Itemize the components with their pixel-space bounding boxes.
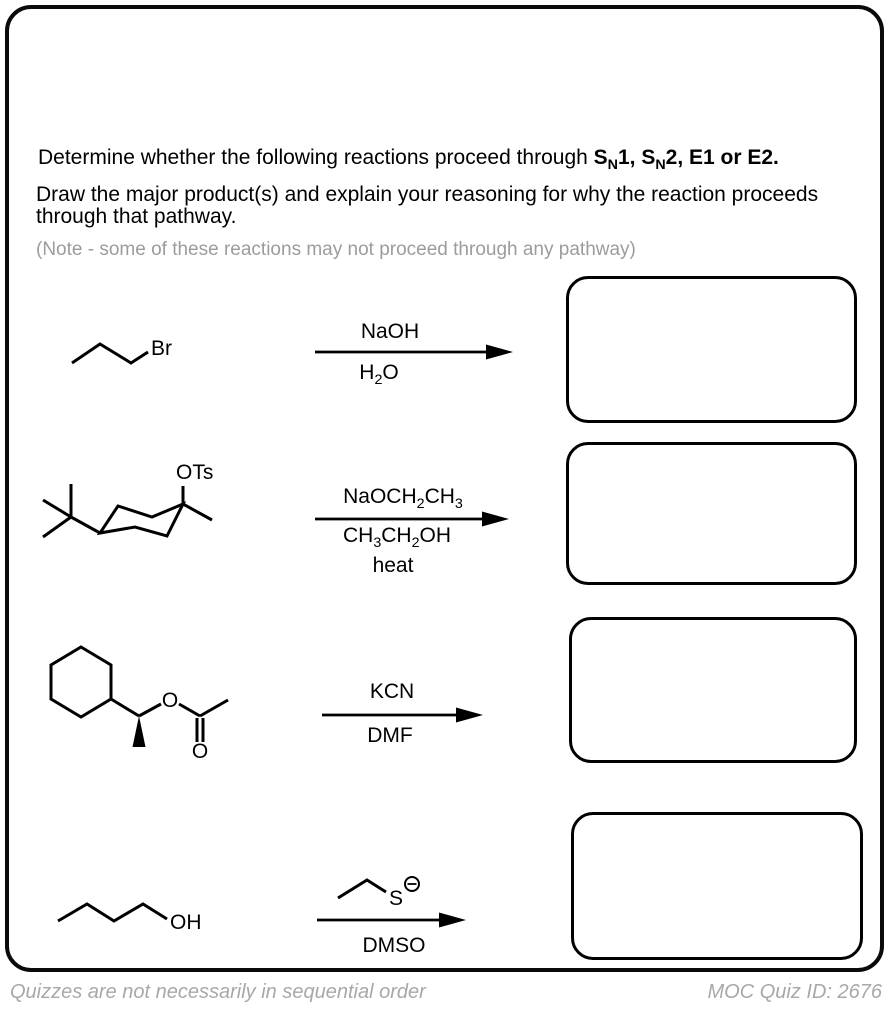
reagent-water-label: $H_2O$ (359, 361, 399, 389)
tbutyl-methyl-left-down (43, 517, 71, 537)
arrow-head (456, 708, 483, 723)
reagent-sodium-ethoxide-label: $NaOCH_2CH_3$ (343, 485, 463, 513)
reagent-naoh-label: NaOH (360, 320, 420, 343)
arrow-head (439, 913, 466, 928)
note-line: (Note - some of these reactions may not proceed through any pathway) (36, 239, 636, 260)
oxygen-to-carbonyl-bond (179, 704, 200, 716)
propyl-chain-bonds (72, 344, 148, 363)
arrow-head (486, 345, 513, 360)
cyclohexane-chair-ring (100, 504, 183, 536)
ethyl-chain-bonds (338, 880, 386, 898)
reagent-kcn-label: KCN (369, 680, 415, 703)
ester-oxygen-label: O (161, 689, 179, 712)
tbutyl-bond (71, 517, 100, 533)
hydroxyl-label: OH (170, 911, 202, 934)
sulfur-label: S (388, 887, 404, 910)
propyl-bromide-structure (72, 337, 172, 363)
tosylate-label: OTs (176, 461, 214, 484)
reaction-arrow-4 (317, 913, 466, 928)
reagent-dmf-label: DMF (367, 724, 413, 747)
reaction-arrow-1 (315, 345, 513, 360)
cyclohexane-ring (51, 647, 111, 717)
instruction-line-2b: through that pathway. (36, 205, 237, 228)
answer-box-4[interactable] (571, 812, 863, 960)
answer-box-2[interactable] (566, 442, 857, 585)
reagent-heat-label: heat (372, 554, 414, 577)
bromine-label: Br (151, 337, 172, 360)
acetyl-methyl-bond (200, 700, 228, 716)
cyclohexylethyl-acetate-structure (51, 647, 228, 763)
arrow-head (482, 512, 509, 527)
ethanethiolate-structure (338, 877, 419, 910)
butyl-chain-bonds (58, 904, 167, 921)
answer-box-3[interactable] (569, 617, 857, 763)
methyl-bond (183, 504, 212, 520)
reagent-dmso-label: DMSO (362, 934, 426, 957)
stereocenter-to-oxygen-bond (139, 704, 161, 716)
cyclohexyl-tosylate-structure (43, 461, 213, 537)
reaction-arrow-3 (322, 708, 483, 723)
instruction-line-1-text: Determine whether the following reactions proceed through (38, 146, 594, 169)
tbutyl-methyl-left-up (43, 500, 71, 517)
footer-disclaimer: Quizzes are not necessarily in sequential order (10, 981, 426, 1003)
butanol-structure (58, 904, 202, 934)
minus-charge-icon (405, 877, 419, 891)
pathway-options-text: $S_N1$, $S_N2$, E1 or E2. (593, 146, 779, 174)
wedge-methyl-bond (133, 716, 146, 747)
ring-to-stereocenter-bond (111, 699, 139, 716)
footer-quiz-id: MOC Quiz ID: 2676 (707, 981, 882, 1003)
reagent-ethanol-label: $CH_3CH_2OH$ (342, 524, 452, 552)
instruction-line-2a: Draw the major product(s) and explain your reasoning for why the reaction proceeds (36, 183, 819, 206)
answer-box-1[interactable] (566, 276, 857, 423)
carbonyl-oxygen-label: O (191, 740, 209, 763)
